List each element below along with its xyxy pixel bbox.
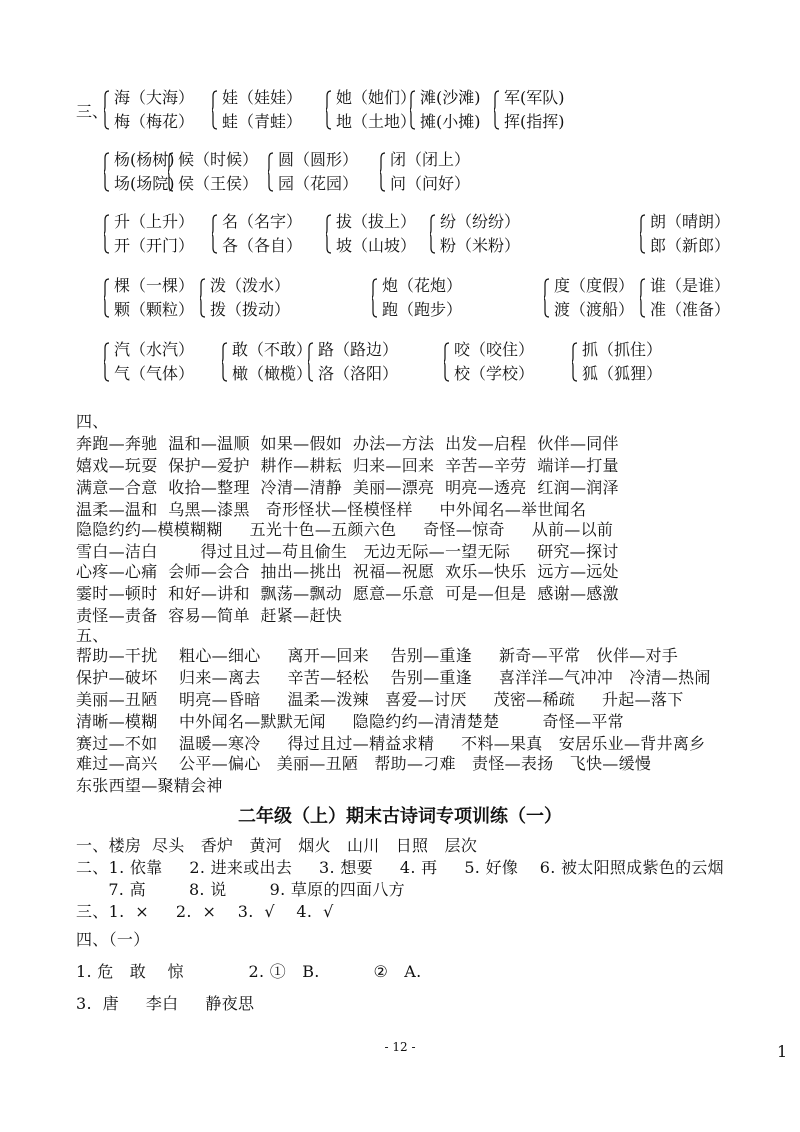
word-top: 炮（花炮） bbox=[382, 276, 463, 295]
brace-icon bbox=[168, 152, 174, 192]
word-top: 她（她们） bbox=[336, 88, 417, 107]
section-3-label: 三、 bbox=[76, 102, 109, 121]
word-bottom: 粉（米粉） bbox=[440, 236, 521, 255]
answer-line: 四、（一） bbox=[76, 930, 150, 949]
word-top: 抓（抓住） bbox=[582, 340, 663, 359]
synonym-line: 霎时—顿时 和好—讲和 飘荡—飘动 愿意—乐意 可是—但是 感谢—感激 bbox=[76, 584, 619, 603]
brace-icon bbox=[640, 278, 646, 318]
corner-mark: 1 bbox=[777, 1042, 788, 1061]
antonym-line: 帮助—干扰 粗心—细心 离开—回来 告别—重逢 新奇—平常 伙伴—对手 bbox=[76, 646, 679, 665]
word-top: 闭（闭上） bbox=[390, 150, 471, 169]
word-bottom: 颗（颗粒） bbox=[114, 300, 195, 319]
word-bottom: 梅（梅花） bbox=[114, 112, 195, 131]
antonym-line: 难过—高兴 公平—偏心 美丽—丑陋 帮助—刁难 责怪—表扬 飞快—缓慢 bbox=[76, 754, 652, 773]
word-bottom: 开（开门） bbox=[114, 236, 195, 255]
brace-icon bbox=[326, 214, 332, 254]
brace-icon bbox=[372, 278, 378, 318]
word-bottom: 园（花园） bbox=[278, 174, 359, 193]
synonym-line: 满意—合意 收拾—整理 冷清—清静 美丽—漂亮 明亮—透亮 红润—润泽 bbox=[76, 478, 619, 497]
synonym-line: 温柔—温和 乌黑—漆黑 奇形怪状—怪模怪样 中外闻名—举世闻名 bbox=[76, 500, 587, 519]
answer-line: 三、1. × 2. × 3. √ 4. √ bbox=[76, 902, 334, 921]
word-bottom: 气（气体） bbox=[114, 364, 195, 383]
word-top: 汽（水汽） bbox=[114, 340, 195, 359]
word-top: 海（大海） bbox=[114, 88, 195, 107]
word-bottom: 问（问好） bbox=[390, 174, 471, 193]
word-bottom: 地（土地） bbox=[336, 112, 417, 131]
brace-icon bbox=[494, 90, 500, 130]
word-bottom: 郎（新郎） bbox=[650, 236, 731, 255]
word-top: 杨(杨树) bbox=[114, 150, 175, 169]
brace-icon bbox=[410, 90, 416, 130]
word-top: 度（度假） bbox=[554, 276, 635, 295]
answer-line: 二、1. 依靠 2. 进来或出去 3. 想要 4. 再 5. 好像 6. 被太阳照成紫色的云烟 bbox=[76, 858, 724, 877]
antonym-line: 美丽—丑陋 明亮—昏暗 温柔—泼辣 喜爱—讨厌 茂密—稀疏 升起—落下 bbox=[76, 690, 684, 709]
word-top: 滩(沙滩) bbox=[420, 88, 481, 107]
brace-icon bbox=[222, 342, 228, 382]
antonym-line: 清晰—模糊 中外闻名—默默无闻 隐隐约约—清清楚楚 奇怪—平常 bbox=[76, 712, 624, 731]
word-bottom: 洛（洛阳） bbox=[318, 364, 399, 383]
word-bottom: 坡（山坡） bbox=[336, 236, 417, 255]
word-top: 纷（纷纷） bbox=[440, 212, 521, 231]
word-bottom: 橄（橄榄） bbox=[232, 364, 313, 383]
antonym-line: 保护—破坏 归来—离去 辛苦—轻松 告别—重逢 喜洋洋—气冲冲 冷清—热闹 bbox=[76, 668, 711, 687]
word-bottom: 狐（狐狸） bbox=[582, 364, 663, 383]
word-top: 升（上升） bbox=[114, 212, 195, 231]
word-top: 圆（圆形） bbox=[278, 150, 359, 169]
word-bottom: 渡（渡船） bbox=[554, 300, 635, 319]
word-top: 敢（不敢） bbox=[232, 340, 313, 359]
brace-icon bbox=[308, 342, 314, 382]
answer-line: 1. 危 敢 惊 2. ① B. ② A. bbox=[76, 962, 422, 981]
brace-icon bbox=[572, 342, 578, 382]
section-title: 二年级（上）期末古诗词专项训练（一） bbox=[238, 806, 562, 827]
word-top: 娃（娃娃） bbox=[222, 88, 303, 107]
brace-icon bbox=[200, 278, 206, 318]
brace-icon bbox=[326, 90, 332, 130]
word-top: 咬（咬住） bbox=[454, 340, 535, 359]
word-bottom: 各（各自） bbox=[222, 236, 303, 255]
brace-icon bbox=[212, 214, 218, 254]
synonym-line: 嬉戏—玩耍 保护—爱护 耕作—耕耘 归来—回来 辛苦—辛劳 端详—打量 bbox=[76, 456, 619, 475]
word-bottom: 跑（跑步） bbox=[382, 300, 463, 319]
word-bottom: 侯（王侯） bbox=[178, 174, 259, 193]
brace-icon bbox=[640, 214, 646, 254]
section-5-label: 五、 bbox=[76, 626, 109, 645]
synonym-line: 责怪—责备 容易—简单 赶紧—赶快 bbox=[76, 606, 343, 625]
word-bottom: 蛙（青蛙） bbox=[222, 112, 303, 131]
word-bottom: 摊(小摊) bbox=[420, 112, 481, 131]
synonym-line: 奔跑—奔驰 温和—温顺 如果—假如 办法—方法 出发—启程 伙伴—同伴 bbox=[76, 434, 619, 453]
brace-icon bbox=[104, 152, 110, 192]
word-top: 谁（是谁） bbox=[650, 276, 731, 295]
brace-icon bbox=[104, 278, 110, 318]
synonym-line: 隐隐约约—模模糊糊 五光十色—五颜六色 奇怪—惊奇 从前—以前 bbox=[76, 520, 614, 539]
word-top: 拔（拔上） bbox=[336, 212, 417, 231]
brace-icon bbox=[212, 90, 218, 130]
word-top: 名（名字） bbox=[222, 212, 303, 231]
word-top: 路（路边） bbox=[318, 340, 399, 359]
brace-icon bbox=[544, 278, 550, 318]
antonym-line: 东张西望—聚精会神 bbox=[76, 776, 223, 795]
section-4-label: 四、 bbox=[76, 412, 109, 431]
synonym-line: 心疼—心痛 会师—会合 抽出—挑出 祝福—祝愿 欢乐—快乐 远方—远处 bbox=[76, 562, 619, 581]
brace-icon bbox=[104, 214, 110, 254]
word-top: 棵（一棵） bbox=[114, 276, 195, 295]
answer-line: 一、楼房 尽头 香炉 黄河 烟火 山川 日照 层次 bbox=[76, 836, 478, 855]
word-bottom: 校（学校） bbox=[454, 364, 535, 383]
answer-line: 3. 唐 李白 静夜思 bbox=[76, 994, 255, 1013]
word-bottom: 准（准备） bbox=[650, 300, 731, 319]
brace-icon bbox=[380, 152, 386, 192]
word-top: 朗（晴朗） bbox=[650, 212, 731, 231]
word-bottom: 场(场院) bbox=[114, 174, 175, 193]
page-number: - 12 - bbox=[384, 1040, 416, 1054]
brace-icon bbox=[444, 342, 450, 382]
word-top: 军(军队) bbox=[504, 88, 565, 107]
antonym-line: 赛过—不如 温暖—寒冷 得过且过—精益求精 不料—果真 安居乐业—背井离乡 bbox=[76, 734, 706, 753]
brace-icon bbox=[268, 152, 274, 192]
word-bottom: 挥(指挥) bbox=[504, 112, 565, 131]
synonym-line: 雪白—洁白 得过且过—苟且偷生 无边无际—一望无际 研究—探讨 bbox=[76, 542, 619, 561]
word-top: 泼（泼水） bbox=[210, 276, 291, 295]
brace-icon bbox=[430, 214, 436, 254]
answer-line: 7. 高 8. 说 9. 草原的四面八方 bbox=[76, 880, 405, 899]
brace-icon bbox=[104, 342, 110, 382]
word-top: 候（时候） bbox=[178, 150, 259, 169]
word-bottom: 拨（拨动） bbox=[210, 300, 291, 319]
brace-icon bbox=[104, 90, 110, 130]
